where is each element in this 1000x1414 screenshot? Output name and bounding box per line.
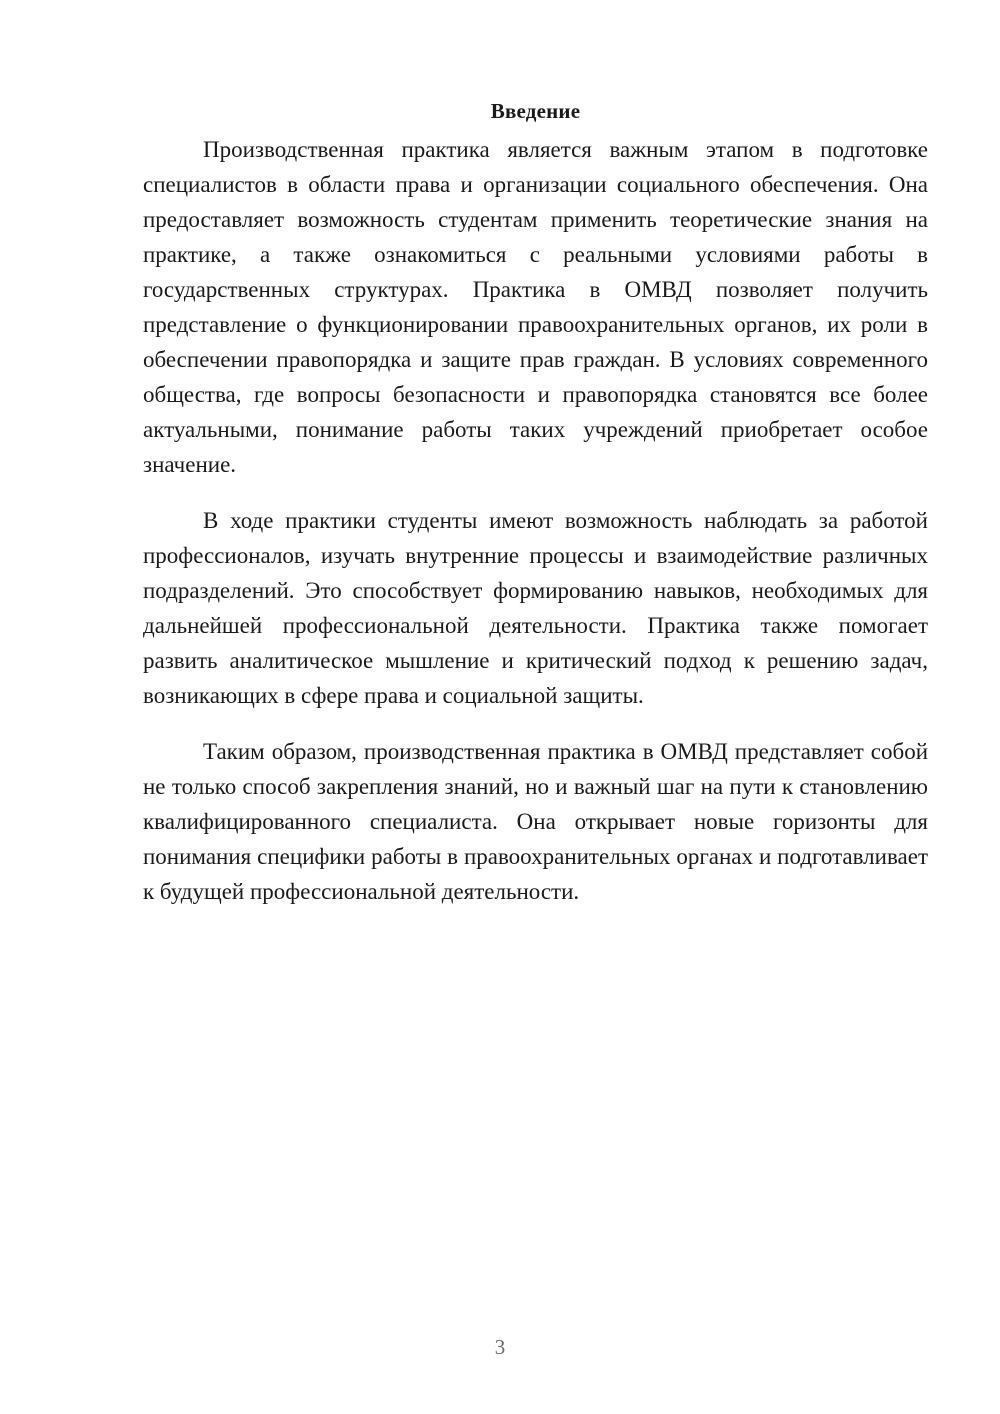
paragraph-3: Таким образом, производственная практика в ОМВД представляет собой не только способ закрепления знаний, но и важный шаг на пути к становлению квалифицированного специалиста. Она открывает новые горизонты для понимания специфики работы в правоохранительных органах и подготавливает к будущей профессиональной деятельности. bbox=[143, 739, 928, 904]
page-number: 3 bbox=[494, 1335, 506, 1359]
section-title: Введение bbox=[490, 99, 581, 123]
paragraph-1: Производственная практика является важным этапом в подготовке специалистов в области права и организации социального обеспечения. Она предоставляет возможность студентам применить теоретические знания на практике, а также ознакомиться с реальными условиями работы в государственных структурах. Практика в ОМВД позволяет получить представление о функционировании правоохранительных органов, их роли в обеспечении правопорядка и защите прав граждан. В условиях современного общества, где вопросы безопасности и правопорядка становятся все более актуальными, понимание работы таких учреждений приобретает особое значение. bbox=[143, 137, 928, 477]
document-body bbox=[143, 96, 928, 930]
paragraph-2: В ходе практики студенты имеют возможность наблюдать за работой профессионалов, изучать внутренние процессы и взаимодействие различных подразделений. Это способствует формированию навыков, необходимых для дальнейшей профессиональной деятельности. Практика также помогает развить аналитическое мышление и критический подход к решению задач, возникающих в сфере права и социальной защиты. bbox=[143, 508, 928, 708]
